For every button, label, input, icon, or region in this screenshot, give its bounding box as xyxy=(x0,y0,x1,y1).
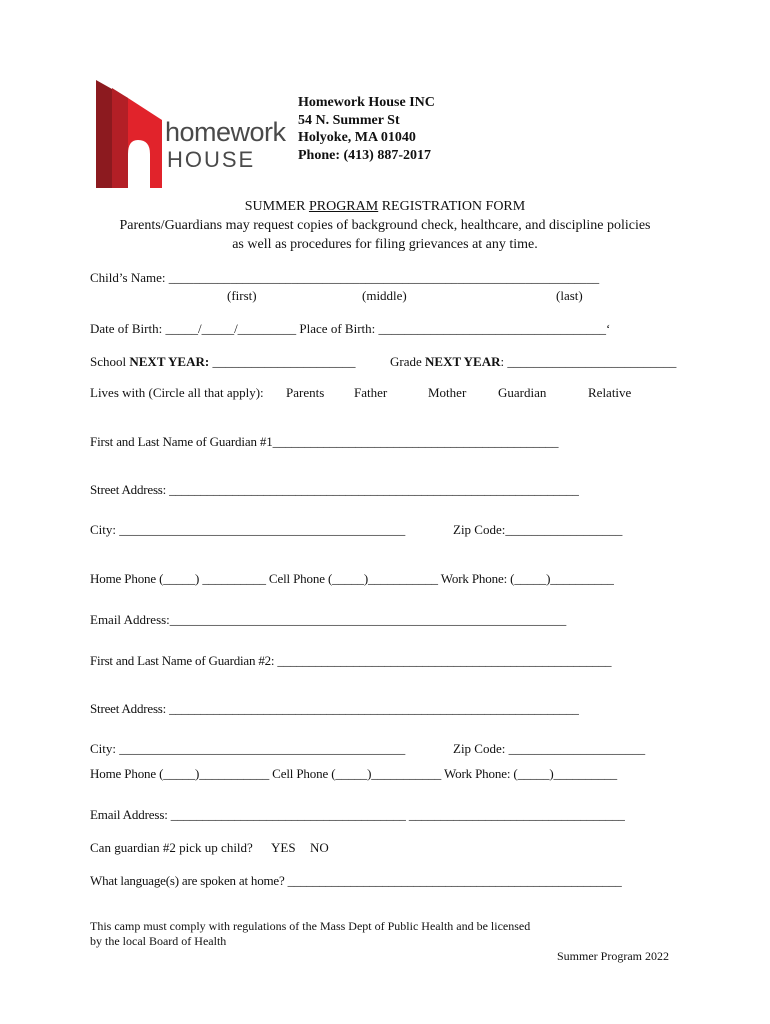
child-name-label: Child’s Name: xyxy=(90,270,169,285)
child-name-middle-caption: (middle) xyxy=(362,288,407,303)
child-name-field[interactable]: ______________________________________________________________________ xyxy=(168,271,600,285)
org-address-block xyxy=(298,94,435,164)
org-name: Homework House INC xyxy=(298,95,435,110)
pickup-no-option[interactable]: NO xyxy=(310,840,329,855)
guardian2-email-field[interactable]: Email Address: _____________________________________ __________________________________ xyxy=(90,807,625,822)
org-street: 54 N. Summer St xyxy=(298,112,400,128)
lives-option-father[interactable]: Father xyxy=(354,385,388,400)
program-year-label: Summer Program 2022 xyxy=(557,949,669,963)
guardian1-zip-field[interactable]: Zip Code:__________________ xyxy=(453,522,623,537)
org-city: Holyoke, MA 01040 xyxy=(298,130,416,145)
guardian1-email-field[interactable]: Email Address:_____________________________________________________________ xyxy=(90,612,567,627)
pickup-yes-option[interactable]: YES xyxy=(271,840,296,855)
logo-word-house: HOUSE xyxy=(167,147,256,172)
guardian1-street-field[interactable]: Street Address: _________________________________________________________________ xyxy=(90,482,579,497)
guardian2-street-field[interactable]: Street Address: _________________________________________________________________ xyxy=(90,701,579,716)
org-phone: Phone: (413) 887-2017 xyxy=(298,147,431,163)
grade-row[interactable]: Grade NEXT YEAR: __________________________ xyxy=(390,354,677,369)
school-row[interactable]: School NEXT YEAR: ______________________ xyxy=(90,354,356,369)
guardian1-name-field[interactable]: First and Last Name of Guardian #1_____________________________________________ xyxy=(90,434,559,449)
homework-house-logo xyxy=(92,76,292,190)
child-name-last-caption: (last) xyxy=(556,288,583,303)
lives-with-label: Lives with (Circle all that apply): xyxy=(90,385,264,400)
house-logo-icon xyxy=(92,76,164,190)
compliance-line-2: by the local Board of Health xyxy=(90,934,227,948)
guardian2-pickup-question: Can guardian #2 pick up child? xyxy=(90,840,253,855)
child-name-first-caption: (first) xyxy=(227,288,257,303)
lives-option-relative[interactable]: Relative xyxy=(588,385,632,400)
notice-line-2: as well as procedures for filing grievances at any time. xyxy=(232,237,538,252)
guardian1-phones-row[interactable]: Home Phone (_____) __________ Cell Phone (_____)___________ Work Phone: (_____)__________ xyxy=(90,571,614,586)
lives-option-parents[interactable]: Parents xyxy=(286,385,325,400)
lives-option-guardian[interactable]: Guardian xyxy=(498,385,547,400)
form-title: SUMMER PROGRAM REGISTRATION FORM xyxy=(244,199,526,214)
guardian2-name-field[interactable]: First and Last Name of Guardian #2: _____________________________________________________ xyxy=(90,653,612,668)
compliance-line-1: This camp must comply with regulations of the Mass Dept of Public Health and be licensed xyxy=(90,919,531,933)
guardian2-phones-row[interactable]: Home Phone (_____)___________ Cell Phone (_____)___________ Work Phone: (_____)__________ xyxy=(90,766,617,781)
guardian2-city-field[interactable]: City: ____________________________________________ xyxy=(90,741,406,756)
guardian2-zip-field[interactable]: Zip Code: _____________________ xyxy=(453,741,646,756)
title-program-word: PROGRAM xyxy=(308,199,379,214)
guardian1-city-field[interactable]: City: ____________________________________________ xyxy=(90,522,406,537)
notice-line-1: Parents/Guardians may request copies of background check, healthcare, and discipline policies xyxy=(119,218,651,233)
child-name-row xyxy=(90,270,599,286)
logo-word-homework: homework xyxy=(165,117,286,147)
home-language-field[interactable]: What language(s) are spoken at home? _____________________________________________________ xyxy=(90,873,622,888)
lives-option-mother[interactable]: Mother xyxy=(428,385,467,400)
birth-row[interactable]: Date of Birth: _____/_____/_________ Place of Birth: ___________________________________‘ xyxy=(90,321,611,336)
